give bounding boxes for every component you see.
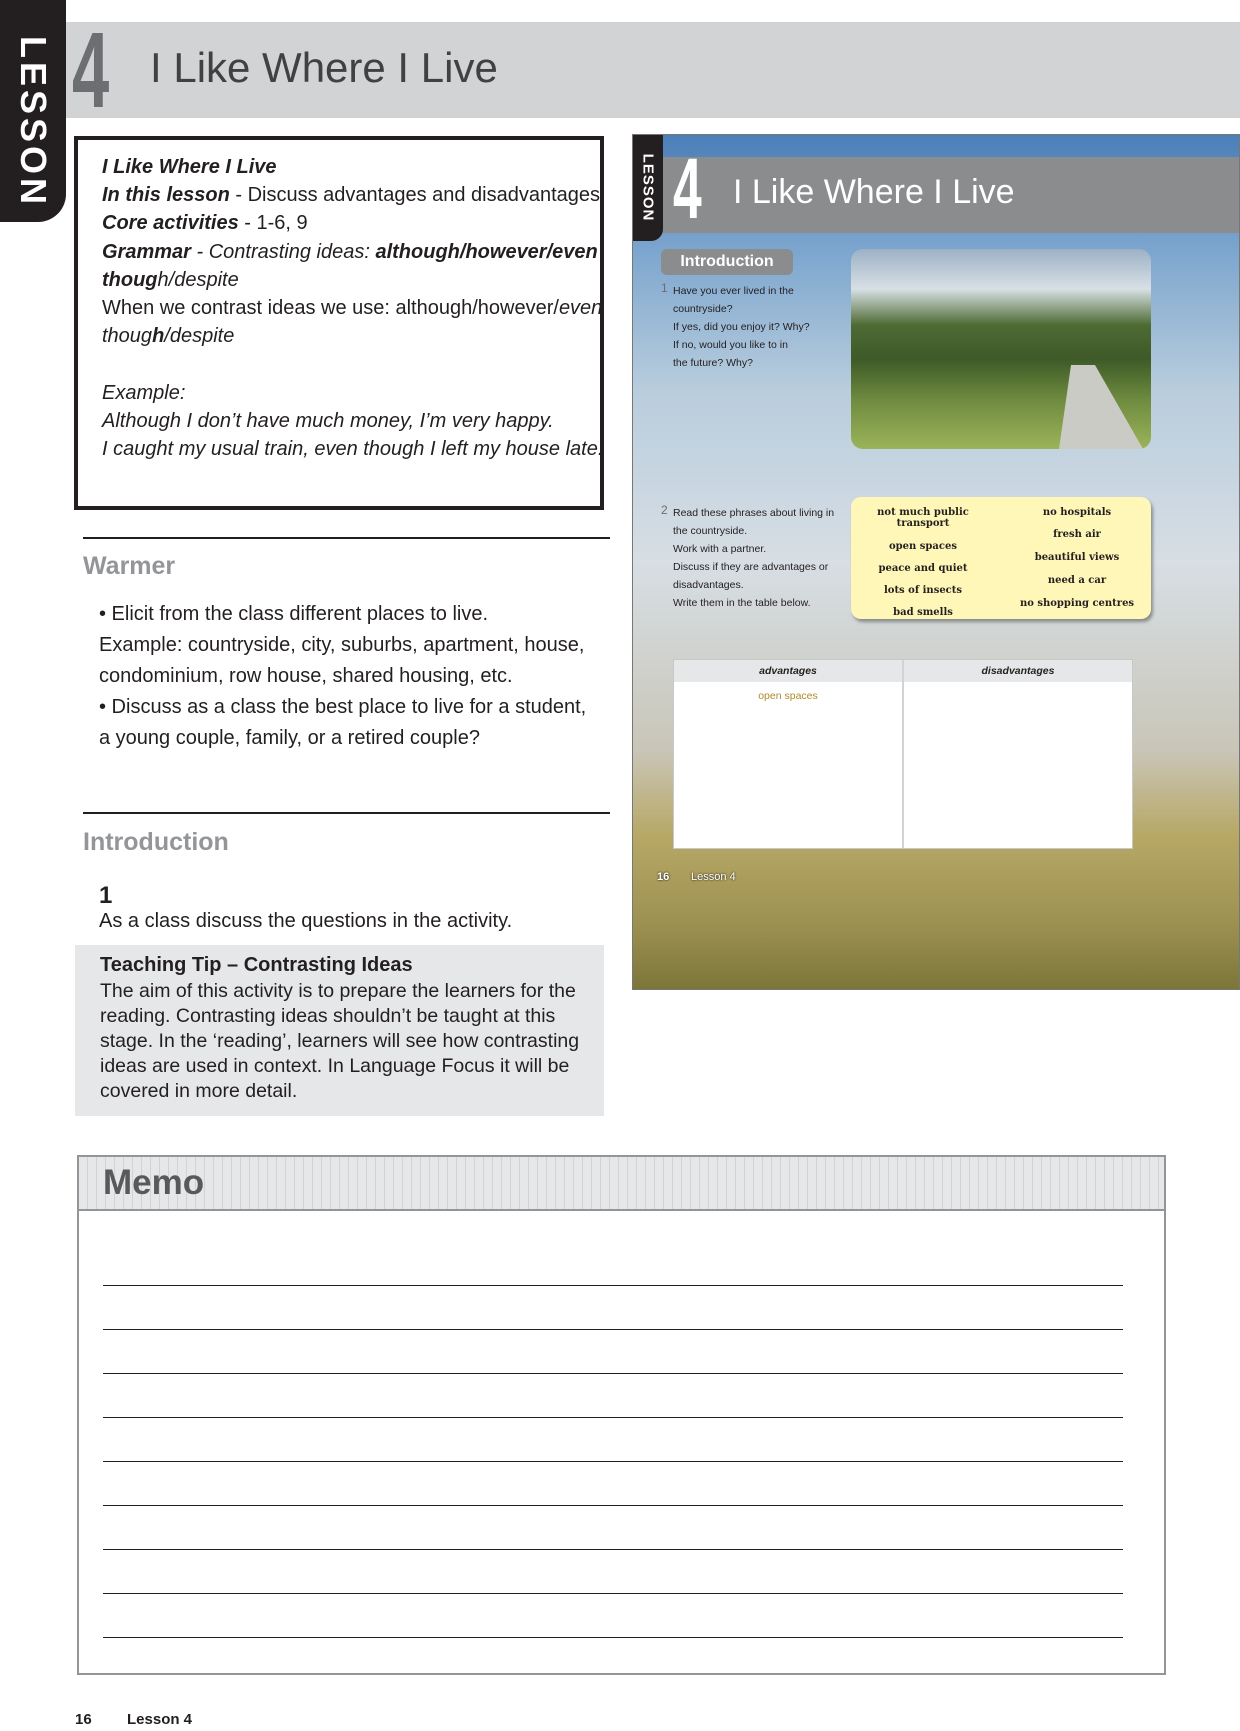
activity-text: As a class discuss the questions in the activity. xyxy=(99,910,513,932)
sb-table-divider xyxy=(902,660,904,848)
info-grammar-line xyxy=(102,237,598,267)
sb-q1-line: If yes, did you enjoy it? Why? xyxy=(673,321,810,333)
core-activities-label: Core activities xyxy=(102,212,239,234)
sb-side-tab-label: LESSON xyxy=(639,153,657,222)
sb-q2-line: Read these phrases about living in xyxy=(673,507,835,519)
footer-page-number: 16 xyxy=(75,1711,92,1728)
teaching-tip-title: Teaching Tip – Contrasting Ideas xyxy=(100,954,413,976)
sb-title: I Like Where I Live xyxy=(733,173,1015,211)
memo-box xyxy=(77,1155,1166,1675)
sb-q1-number: 1 xyxy=(661,281,668,295)
contrast-even: even xyxy=(558,297,603,319)
phrase-item: not much public transport xyxy=(877,507,969,529)
memo-line[interactable] xyxy=(103,1329,1123,1330)
phrase-item: fresh air xyxy=(1053,529,1101,540)
sb-table-example: open spaces xyxy=(758,690,818,702)
warmer-line: Example: countryside, city, suburbs, apartment, house, xyxy=(99,634,585,656)
info-title: I Like Where I Live xyxy=(102,156,277,178)
sb-q2-line: disadvantages. xyxy=(673,579,744,591)
warmer-line: • Discuss as a class the best place to live for a student, xyxy=(99,696,587,718)
memo-line[interactable] xyxy=(103,1637,1123,1638)
info-lesson-line xyxy=(102,180,600,210)
contrast-despite: /despite xyxy=(164,325,235,347)
phrase-item: beautiful views xyxy=(1034,552,1120,563)
memo-line[interactable] xyxy=(103,1461,1123,1462)
sb-footer-page: 16 xyxy=(657,871,670,883)
example-1: Although I don’t have much money, I’m very happy. xyxy=(102,410,554,432)
warmer-line: a young couple, family, or a retired couple? xyxy=(99,727,480,749)
memo-line[interactable] xyxy=(103,1505,1123,1506)
memo-line[interactable] xyxy=(103,1549,1123,1550)
sb-q1-line: countryside? xyxy=(673,303,733,315)
teaching-tip-line: ideas are used in context. In Language Focus it will be xyxy=(100,1055,570,1077)
memo-line[interactable] xyxy=(103,1373,1123,1374)
phrase-item: need a car xyxy=(1047,575,1107,586)
contrast-thoug: thoug xyxy=(102,325,153,347)
sb-q2-line: the countryside. xyxy=(673,525,748,537)
sb-q2-line: Discuss if they are advantages or xyxy=(673,561,829,573)
lesson-number: 4 xyxy=(72,9,110,130)
student-book-page xyxy=(632,134,1240,990)
sb-q2-number: 2 xyxy=(661,503,668,517)
sb-footer-lesson: Lesson 4 xyxy=(691,871,736,883)
info-title-line xyxy=(102,152,277,182)
phrase-item: bad smells xyxy=(893,607,953,618)
warmer-rule xyxy=(83,537,610,539)
phrase-item: no shopping centres xyxy=(1019,598,1135,609)
info-grammar-line-2 xyxy=(102,265,239,295)
info-contrast-line-2 xyxy=(102,321,234,351)
teaching-tip-line: stage. In the ‘reading’, learners will see how contrasting xyxy=(100,1030,580,1052)
memo-header xyxy=(79,1157,1164,1211)
grammar-terms-2a: thoug xyxy=(102,269,158,291)
footer-lesson: Lesson 4 xyxy=(127,1711,193,1728)
introduction-rule xyxy=(83,812,610,814)
activity-number: 1 xyxy=(99,882,113,909)
sb-table-header: disadvantages xyxy=(904,660,1132,682)
sb-introduction-tag: Introduction xyxy=(661,249,793,275)
phrase-item: lots of insects xyxy=(883,585,963,596)
grammar-terms-1: although/however/even xyxy=(375,241,598,263)
sb-q1-line: If no, would you like to in xyxy=(673,339,788,351)
teaching-tip-line: covered in more detail. xyxy=(100,1080,298,1102)
grammar-text: - Contrasting ideas: xyxy=(190,241,376,263)
sb-table-header: advantages xyxy=(674,660,902,682)
teaching-tip-line: The aim of this activity is to prepare the learners for the xyxy=(100,980,576,1002)
warmer-heading: Warmer xyxy=(83,552,176,580)
introduction-heading: Introduction xyxy=(83,828,229,856)
info-core-line xyxy=(102,208,308,238)
sb-q1-line: the future? Why? xyxy=(673,357,753,369)
core-activities-text: - 1-6, 9 xyxy=(238,212,308,234)
teaching-tip-line: reading. Contrasting ideas shouldn’t be taught at this xyxy=(100,1005,556,1027)
page-title: I Like Where I Live xyxy=(150,44,498,91)
warmer-line: • Elicit from the class different places to live. xyxy=(99,603,489,625)
sb-side-tab xyxy=(633,135,663,241)
sb-phrase-box xyxy=(851,497,1151,619)
sb-q2-line: Write them in the table below. xyxy=(673,597,811,609)
memo-line[interactable] xyxy=(103,1593,1123,1594)
lesson-side-tab xyxy=(0,0,66,222)
phrase-item: open spaces xyxy=(889,541,957,552)
phrase-item: peace and quiet xyxy=(878,563,968,574)
example-label: Example: xyxy=(102,382,186,404)
sb-q2-line: Work with a partner. xyxy=(673,543,767,555)
memo-title: Memo xyxy=(103,1163,205,1202)
lesson-info-box xyxy=(74,136,604,510)
info-contrast-line xyxy=(102,293,602,323)
sb-advantages-table xyxy=(673,659,1133,849)
in-this-lesson-label: In this lesson xyxy=(102,184,230,206)
grammar-label: Grammar xyxy=(102,241,191,263)
example-2: I caught my usual train, even though I left my house late. xyxy=(102,438,604,460)
memo-line[interactable] xyxy=(103,1285,1123,1286)
warmer-line: condominium, row house, shared housing, etc. xyxy=(99,665,513,687)
lesson-side-tab-label: LESSON xyxy=(13,36,54,209)
contrast-text: When we contrast ideas we use: although/however/ xyxy=(102,297,559,319)
contrast-h: h xyxy=(152,325,165,347)
phrase-item: no hospitals xyxy=(1042,507,1112,518)
grammar-terms-2b: h/despite xyxy=(157,269,239,291)
sb-q1-line: Have you ever lived in the xyxy=(673,285,794,297)
memo-line[interactable] xyxy=(103,1417,1123,1418)
sb-lesson-number: 4 xyxy=(673,141,702,237)
in-this-lesson-text: - Discuss advantages and disadvantages xyxy=(229,184,601,206)
